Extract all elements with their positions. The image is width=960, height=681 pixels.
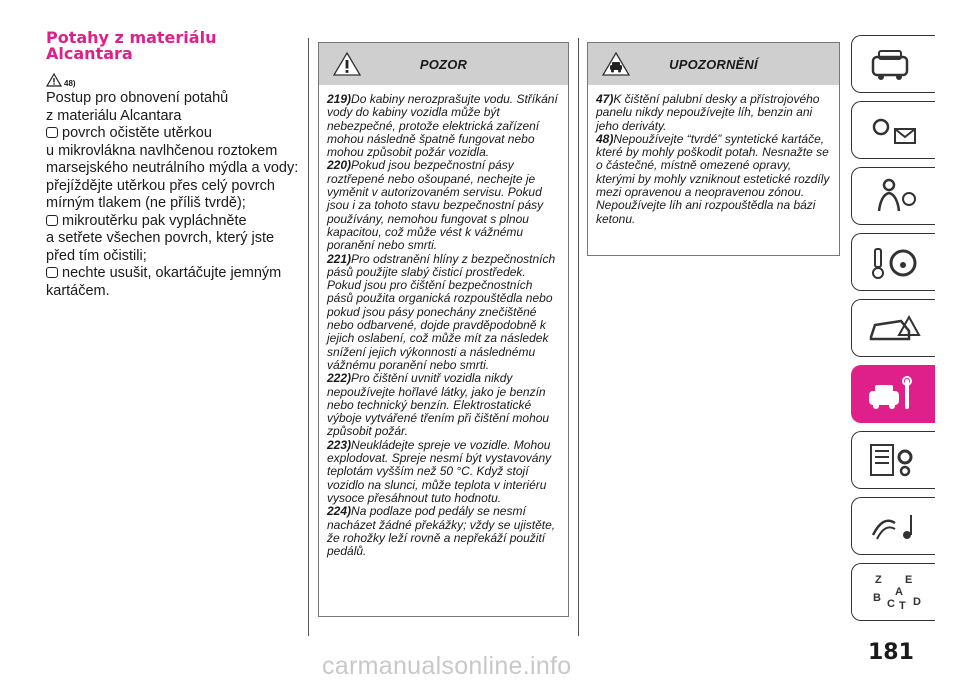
index-letter: C: [886, 598, 895, 610]
item-text: Pro odstranění hlíny z bezpečnostních pásů použijte slabý čisticí prostředek. Pokud jsou pro čištění bezpečnostních pásů použita organická rozpouštědla nebo pokud jsou pásy ponechány znečištěné nebo odbarvené, dojde pravděpodobně k jejich oslabení, což může mít za následek snížení jejich výkonnosti a následnému vážnému poranění nebo smrti.: [327, 251, 556, 372]
chapter-tab-3[interactable]: [851, 167, 935, 225]
chapter-tab-8[interactable]: [851, 497, 935, 555]
chapter-tab-1[interactable]: [851, 35, 935, 93]
pozor-body: [319, 85, 568, 558]
section-title: Potahy z materiálu Alcantara: [46, 28, 217, 63]
chapter-tab-7[interactable]: [851, 431, 935, 489]
chapter-tab-5[interactable]: [851, 299, 935, 357]
bullet-line: nechte usušit, okartáčujte jemným: [46, 265, 296, 283]
index-letter: T: [898, 600, 906, 612]
index-letter: Z: [874, 574, 882, 586]
index-letter: E: [904, 574, 912, 586]
item-text: Pro čištění uvnitř vozidla nikdy nepoužívejte hořlavé látky, jako je benzín nebo technický benzín. Elektrostatické výboje vytvářené třením při čištění mohou způsobit požár.: [327, 371, 550, 439]
car-dashboard-icon: [865, 43, 923, 85]
item-text: Neukládejte spreje ve vozidle. Mohou explodovat. Spreje nesmí být vystavovány teplotám vyšším než 50 °C. Když stojí vozidlo na slunci, může teplota v interiéru vysoce přesáhnout tuto hodnotu.: [327, 437, 552, 505]
car-notice-icon: [602, 52, 630, 76]
item-number: 219): [327, 92, 352, 106]
text-line: kartáčem.: [46, 282, 110, 299]
warning-lights-icon: [865, 109, 923, 151]
pozor-item: [327, 253, 560, 373]
column-divider-2: [578, 38, 579, 636]
bullet-box-icon: [46, 215, 58, 226]
chapter-tab-4[interactable]: [851, 233, 935, 291]
text-line: mírným tlakem (ne příliš tvrdě);: [46, 195, 246, 211]
upozorneni-body: [588, 85, 839, 226]
section-body: [46, 90, 299, 300]
item-number: 222): [327, 371, 352, 386]
item-number: 48): [596, 131, 614, 146]
item-number: 221): [327, 251, 352, 266]
pozor-title: POZOR: [419, 56, 468, 72]
item-number: 47): [596, 92, 614, 106]
chapter-tab-2[interactable]: [851, 101, 935, 159]
chapter-tab-6[interactable]: [851, 365, 935, 423]
pozor-item: [327, 439, 560, 505]
pozor-header: [319, 43, 568, 85]
specs-gears-icon: [865, 439, 923, 481]
car-breakdown-icon: [865, 307, 923, 349]
index-letter: B: [872, 592, 881, 604]
item-number: 224): [327, 504, 352, 519]
item-text: Pokud jsou bezpečnostní pásy roztřepené nebo ošoupané, nechejte je vyměnit v autorizovaném servisu. Pokud jsou i za tohoto stavu bezpečnostní pásy používány, nemohou fungovat s plnou kapacitou, což může vést k vážnému poranění nebo smrti.: [327, 158, 544, 253]
pozor-item: [327, 505, 560, 558]
pozor-item: [327, 93, 560, 159]
upozorneni-title: UPOZORNĚNÍ: [669, 56, 758, 72]
car-wrench-icon: [865, 373, 923, 415]
item-number: 223): [327, 437, 352, 452]
upozorneni-item: [596, 93, 831, 133]
upozorneni-notice-box: [587, 42, 840, 256]
text-line: z materiálu Alcantara: [46, 107, 182, 124]
text-line: u mikrovlákna navlhčenou roztokem: [46, 142, 278, 159]
upozorneni-item: [596, 133, 831, 226]
text-line: přejíždějte utěrkou přes celý povrch: [46, 177, 275, 194]
safety-airbag-icon: [865, 175, 923, 217]
reference-number: 48): [64, 78, 76, 88]
warning-triangle-icon: [46, 73, 62, 87]
item-text: K čištění palubní desky a přístrojového panelu nikdy nepoužívejte líh, benzin ani jeho deriváty.: [596, 92, 820, 133]
key-steering-wheel-icon: [865, 241, 923, 283]
text-line: marsejského neutrálního mýdla a vody:: [46, 160, 299, 176]
item-text: Do kabiny nerozprašujte vodu. Stříkání vody do kabiny vozidla může být nebezpečné, protože elektrická zařízení mohou následně špatně fungovat nebo mohou způsobit požár vozidla.: [327, 92, 558, 160]
index-letter: D: [912, 596, 921, 608]
chapter-tab-9[interactable]: [851, 563, 935, 621]
item-number: 220): [327, 158, 352, 173]
text-line: Postup pro obnovení potahů: [46, 90, 229, 106]
upozorneni-header: [588, 43, 839, 85]
bullet-box-icon: [46, 267, 58, 278]
pozor-warning-box: [318, 42, 569, 617]
index-letters-icon: [865, 571, 923, 613]
index-letter: A: [894, 586, 903, 598]
warning-triangle-icon: [333, 52, 361, 76]
watermark: carmanualsonline.info: [322, 652, 572, 680]
warning-reference: [46, 66, 296, 88]
bullet-line: mikroutěrku pak vypláchněte: [46, 213, 296, 231]
bullet-box-icon: [46, 127, 58, 138]
column-divider-1: [308, 38, 309, 636]
left-column: [46, 28, 299, 300]
item-text: Nepoužívejte “tvrdé” syntetické kartáče, které by mohly poškodit potah. Nesnažte se o částečné, místně omezené opravy, kterými by mohly vzniknout estetické rozdíly mezi opravenou a neopravenou zónou. Nepoužívejte líh ani rozpouštědla na bázi ketonu.: [596, 131, 830, 226]
item-text: Na podlaze pod pedály se nesmí nacházet žádné překážky; vždy se ujistěte, že rohožky leží rovně a nepřekáží použití pedálů.: [327, 504, 556, 559]
bullet-line: povrch očistěte utěrkou: [46, 125, 296, 143]
multimedia-icon: [865, 505, 923, 547]
pozor-item: [327, 372, 560, 438]
pozor-item: [327, 159, 560, 252]
page-number: 181: [868, 640, 914, 665]
text-line: před tím očistili;: [46, 247, 147, 264]
text-line: a setřete všechen povrch, který jste: [46, 230, 275, 246]
